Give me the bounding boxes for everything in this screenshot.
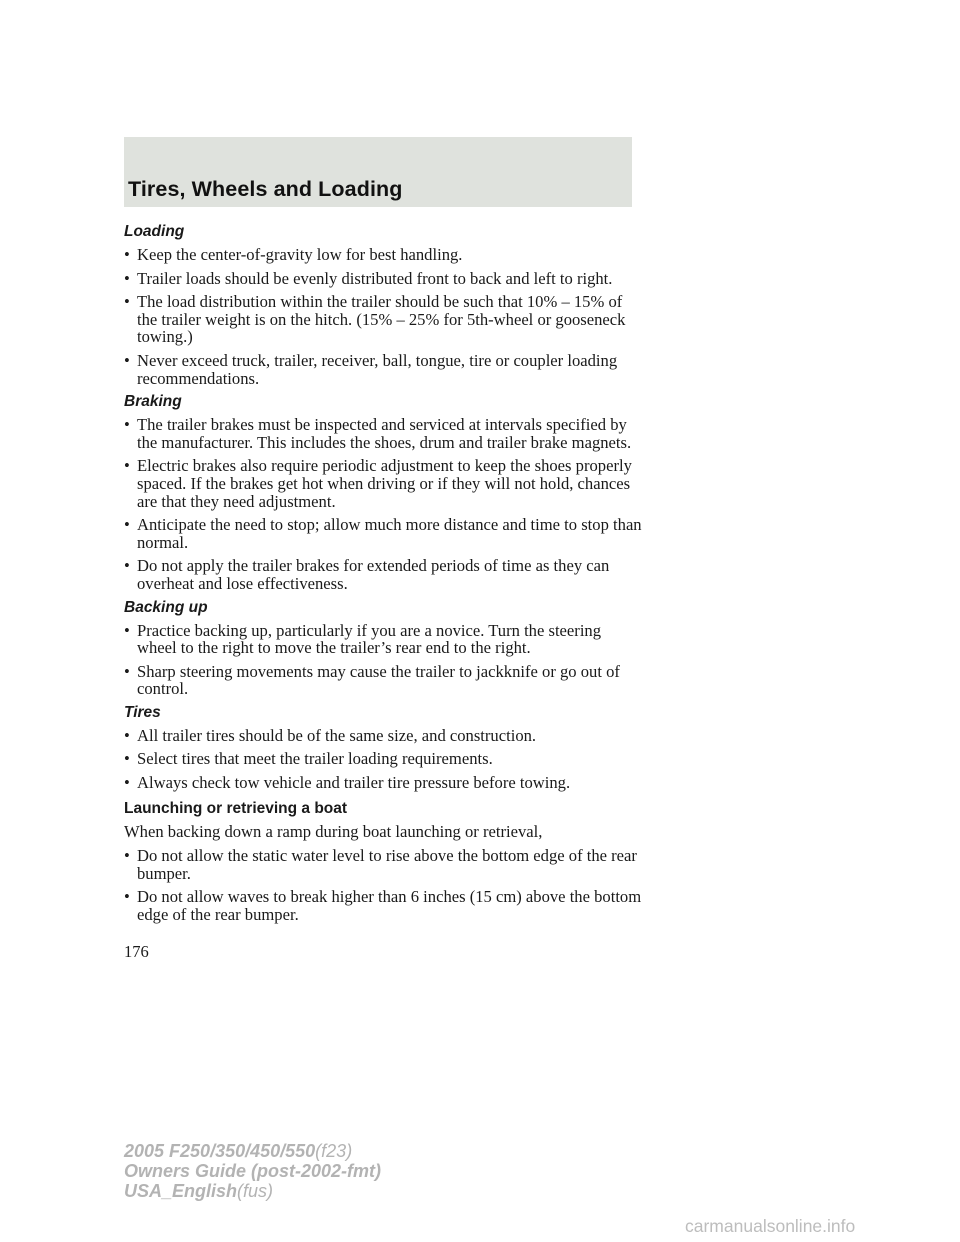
list-item: • Do not allow waves to break higher than 6 inches (15 cm) above the bottom edge of the rear bumper. [124, 887, 642, 925]
document-footer [124, 1141, 381, 1201]
list-item: • Always check tow vehicle and trailer tire pressure before towing. [124, 773, 571, 793]
list-item: • Practice backing up, particularly if you are a novice. Turn the steering wheel to the right to move the trailer’s rear end to the right. [124, 620, 602, 658]
bullet-glyph: • [124, 887, 130, 907]
list-launching-boat [124, 847, 644, 923]
bullet-glyph: • [124, 661, 130, 681]
chapter-title: Tires, Wheels and Loading [128, 177, 403, 201]
bullet-glyph: • [124, 556, 130, 576]
page-number: 176 [124, 942, 149, 961]
bullet-glyph: • [124, 725, 130, 745]
list-item: • Anticipate the need to stop; allow much more distance and time to stop than normal. [124, 515, 642, 552]
list-item: • Never exceed truck, trailer, receiver, ball, tongue, tire or coupler loading recommendations. [124, 350, 618, 388]
page-content [124, 219, 644, 930]
footer-language-line: USA_English(fus) [124, 1181, 274, 1201]
list-braking [124, 416, 644, 592]
list-item: • Electric brakes also require periodic adjustment to keep the shoes properly spaced. If the brakes get hot when driving or if they will not hold, chances are that they need adjustment. [124, 456, 632, 511]
heading-braking: Braking [124, 393, 182, 411]
heading-loading: Loading [124, 223, 185, 240]
bullet-glyph: • [124, 350, 130, 370]
bullet-glyph: • [124, 515, 130, 535]
bullet-glyph: • [124, 415, 130, 435]
bullet-glyph: • [124, 268, 130, 288]
bullet-glyph: • [124, 456, 130, 476]
list-backing-up [124, 622, 644, 698]
list-item: • The load distribution within the trailer should be such that 10% – 15% of the trailer weight is on the hitch. (15% – 25% for 5th-wheel or gooseneck towing.) [124, 292, 626, 347]
bullet-glyph: • [124, 749, 130, 769]
section-header-band [124, 137, 632, 207]
boat-intro-text: When backing down a ramp during boat launching or retrieval, [124, 821, 543, 841]
heading-launching-boat: Launching or retrieving a boat [124, 799, 348, 817]
list-item: • Trailer loads should be evenly distributed front to back and left to right. [124, 268, 613, 288]
list-item: • The trailer brakes must be inspected and serviced at intervals specified by the manufacturer. This includes the shoes, drum and trailer brake magnets. [124, 415, 632, 452]
bullet-glyph: • [124, 846, 130, 866]
list-item: • Do not apply the trailer brakes for extended periods of time as they can overheat and lose effectiveness. [124, 556, 610, 593]
list-item: • Select tires that meet the trailer loading requirements. [124, 749, 493, 769]
list-loading [124, 246, 644, 387]
list-tires [124, 727, 644, 792]
list-item: • Sharp steering movements may cause the trailer to jackknife or go out of control. [124, 661, 620, 699]
list-item: • Keep the center-of-gravity low for best handling. [124, 245, 463, 264]
bullet-glyph: • [124, 245, 130, 264]
list-item: • All trailer tires should be of the same size, and construction. [124, 725, 537, 745]
bullet-glyph: • [124, 292, 130, 312]
site-watermark: carmanualsonline.info [685, 1216, 856, 1236]
bullet-glyph: • [124, 620, 130, 640]
footer-model-line: 2005 F250/350/450/550(f23) [124, 1141, 353, 1161]
heading-tires: Tires [124, 703, 161, 721]
list-item: • Do not allow the static water level to rise above the bottom edge of the rear bumper. [124, 846, 637, 883]
footer-guide-line: Owners Guide (post-2002-fmt) [124, 1161, 382, 1181]
heading-backing-up: Backing up [124, 598, 208, 616]
bullet-glyph: • [124, 773, 130, 793]
